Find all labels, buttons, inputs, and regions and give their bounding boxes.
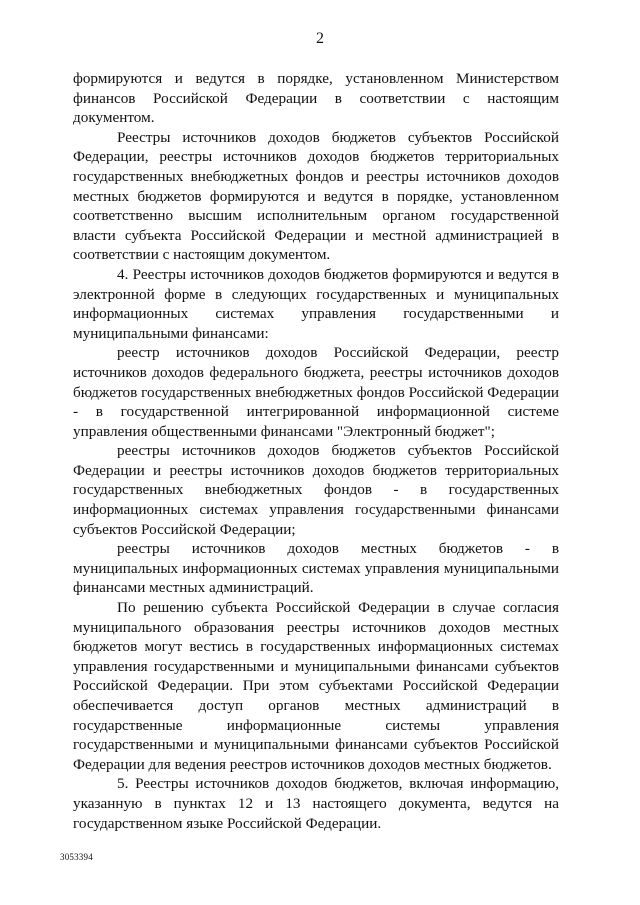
document-code: 3053394 [60,852,93,862]
paragraph-item-4: 4. Реестры источников доходов бюджетов формируются и ведутся в электронной форме в следующих государственных и муниципальных информационных системах управления государственными и муниципальными финансами: [73,265,559,342]
paragraph-municipal-systems: реестры источников доходов местных бюджетов - в муниципальных информационных системах управления муниципальными финансами местных администраций. [73,540,559,597]
paragraph-continuation: формируются и ведутся в порядке, установленном Министерством финансов Российской Федерации в соответствии с настоящим документом. [73,70,559,127]
paragraph-subject-decision: По решению субъекта Российской Федерации в случае согласия муниципального образования реестры источников доходов местных бюджетов могут вестись в государственных информационных системах управления государственными и муниципальными финансами субъектов Российской Федерации. При этом субъектами Российской Федерации обеспечивается доступ органов местных администраций в государственные информационные системы управления государственными и муниципальными финансами субъектов Российской Федерации для ведения реестров источников доходов местных бюджетов. [73,599,559,773]
paragraph-federal-registry: реестр источников доходов Российской Федерации, реестр источников доходов федерального бюджета, реестры источников доходов бюджетов государственных внебюджетных фондов Российской Федерации - в государственной интегрированной информационной системе управления общественными финансами "Электронный бюджет"; [73,344,559,440]
page-number: 2 [316,30,324,47]
paragraph-item-5: 5. Реестры источников доходов бюджетов, включая информацию, указанную в пунктах 12 и 13 настоящего документа, ведутся на государственном языке Российской Федерации. [73,775,559,832]
document-body [73,69,559,833]
paragraph-regional-systems: реестры источников доходов бюджетов субъектов Российской Федерации и реестры источников доходов бюджетов территориальных государственных внебюджетных фондов - в государственных информационных системах управления государственными финансами субъектов Российской Федерации; [73,442,559,538]
paragraph-regional-registries: Реестры источников доходов бюджетов субъектов Российской Федерации, реестры источников доходов бюджетов территориальных государственных внебюджетных фондов и реестры источников доходов местных бюджетов формируются и ведутся в порядке, установленном соответственно высшим исполнительным органом государственной власти субъекта Российской Федерации и местной администрацией в соответствии с настоящим документом. [73,128,559,264]
